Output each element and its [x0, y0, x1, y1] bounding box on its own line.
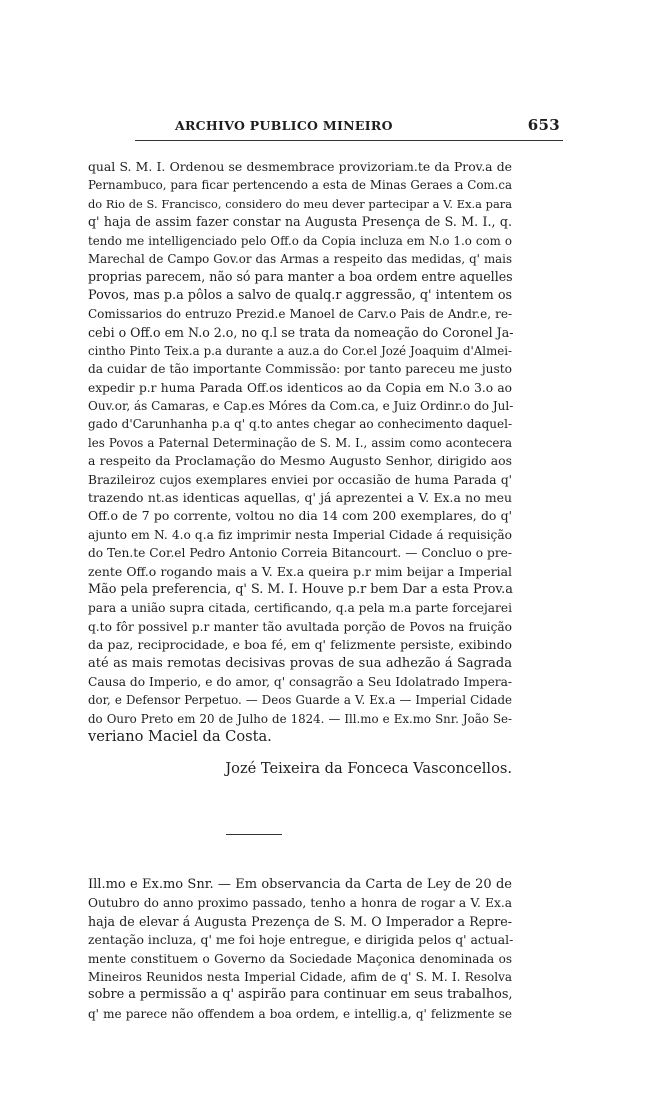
text-line: Causa do Imperio, e do amor, q' consagrão a Seu Idolatrado Impera-	[88, 674, 512, 689]
text-line: zente Off.o rogando mais a V. Ex.a queira p.r mim beijar a Imperial	[88, 563, 512, 579]
text-line: da paz, reciprocidade, e boa fé, em q' felizmente persiste, exibindo	[88, 637, 512, 653]
text-line: les Povos a Paternal Determinação de S. M. I., assim como acontecera	[88, 435, 512, 450]
text-line: cebi o Off.o em N.o 2.o, no q.l se trata da nomeação do Coronel Ja-	[88, 324, 514, 340]
text-line: q.to fôr possivel p.r manter tão avultada porção de Povos na fruição	[88, 619, 512, 634]
text-line: gado d'Carunhanha p.a q' q.to antes chegar ao conhecimento daquel-	[88, 417, 512, 432]
text-line: proprias parecem, não só para manter a boa ordem entre aquelles	[88, 269, 513, 285]
text-line: sobre a permissão a q' aspirão para continuar em seus trabalhos,	[88, 987, 513, 1003]
text-line: ajunto em N. 4.o q.a fiz imprimir nesta Imperial Cidade á requisição	[88, 527, 512, 542]
text-line: do Rio de S. Francisco, considero do meu dever partecipar a V. Ex.a para	[88, 196, 512, 211]
text-line: Povos, mas p.a pôlos a salvo de qualq.r aggressão, q' intentem os	[88, 287, 513, 303]
text-line: haja de elevar á Augusta Prezença de S. M. O Imperador a Repre-	[88, 913, 512, 929]
text-line: dor, e Defensor Perpetuo. — Deos Guarde a V. Ex.a — Imperial Cidade	[88, 693, 512, 708]
text-line: q' haja de assim fazer constar na Augusta Presença de S. M. I., q.	[88, 214, 512, 230]
text-line: zentação incluza, q' me foi hoje entregue, e dirigida pelos q' actual-	[88, 932, 514, 948]
text-line: veriano Maciel da Costa.	[88, 728, 272, 746]
header-rule	[135, 140, 563, 141]
page-header	[135, 114, 560, 138]
text-line: expedir p.r huma Parada Off.os identicos ao da Copia em N.o 3.o ao	[88, 380, 512, 395]
text-line: Mão pela preferencia, q' S. M. I. Houve p.r bem Dar a esta Prov.a	[88, 581, 513, 597]
signature: Jozé Teixeira da Fonceca Vasconcellos.	[225, 760, 512, 777]
letter-1-body	[88, 158, 512, 747]
section-separator	[226, 834, 282, 835]
text-line: até as mais remotas decisivas provas de sua adhezão á Sagrada	[88, 655, 512, 671]
text-line: q' me parece não offendem a boa ordem, e intellig.a, q' felizmente se	[88, 1006, 512, 1021]
text-line: Marechal de Campo Gov.or das Armas a respeito das medidas, q' mais	[88, 251, 512, 266]
text-line: Pernambuco, para ficar pertencendo a esta de Minas Geraes a Com.ca	[88, 178, 512, 193]
text-line: cintho Pinto Teix.a p.a durante a auz.a do Cor.el Jozé Joaquim d'Almei-	[88, 343, 512, 358]
text-line: Mineiros Reunidos nesta Imperial Cidade, afim de q' S. M. I. Resolva	[88, 969, 512, 984]
text-line: tendo me intelligenciado pelo Off.o da Copia incluza em N.o 1.o com o	[88, 233, 512, 248]
text-line: Ouv.or, ás Camaras, e Cap.es Móres da Com.ca, e Juiz Ordinr.o do Jul-	[88, 399, 514, 414]
running-title: ARCHIVO PUBLICO MINEIRO	[175, 118, 393, 133]
text-line: Off.o de 7 po corrente, voltou no dia 14 com 200 exemplares, do q'	[88, 508, 512, 524]
page-number: 653	[527, 116, 560, 134]
text-line: trazendo nt.as identicas aquellas, q' já aprezentei a V. Ex.a no meu	[88, 490, 512, 506]
text-line: para a união supra citada, certificando, q.a pela m.a parte forcejarei	[88, 601, 512, 616]
text-line: qual S. M. I. Ordenou se desmembrace provizoriam.te da Prov.a de	[88, 159, 512, 174]
text-line: Outubro do anno proximo passado, tenho a honra de rogar a V. Ex.a	[88, 896, 512, 911]
text-line: a respeito da Proclamação do Mesmo Augusto Senhor, dirigido aos	[88, 453, 512, 469]
text-line: Comissarios do entruzo Prezid.e Manoel de Carv.o Pais de Andr.e, re-	[88, 307, 512, 322]
text-line: da cuidar de tão importante Commissão: por tanto pareceu me justo	[88, 362, 512, 377]
text-line: do Ouro Preto em 20 de Julho de 1824. — Ill.mo e Ex.mo Snr. João Se-	[88, 711, 512, 726]
text-line: Ill.mo e Ex.mo Snr. — Em observancia da Carta de Ley de 20 de	[88, 877, 512, 892]
letter-2-body	[88, 876, 512, 1023]
text-line: do Ten.te Cor.el Pedro Antonio Correia Bitancourt. — Concluo o pre-	[88, 546, 512, 561]
text-line: mente constituem o Governo da Sociedade Maçonica denominada os	[88, 951, 512, 966]
text-line: Brazileiroz cujos exemplares enviei por occasião de huma Parada q'	[88, 472, 512, 487]
